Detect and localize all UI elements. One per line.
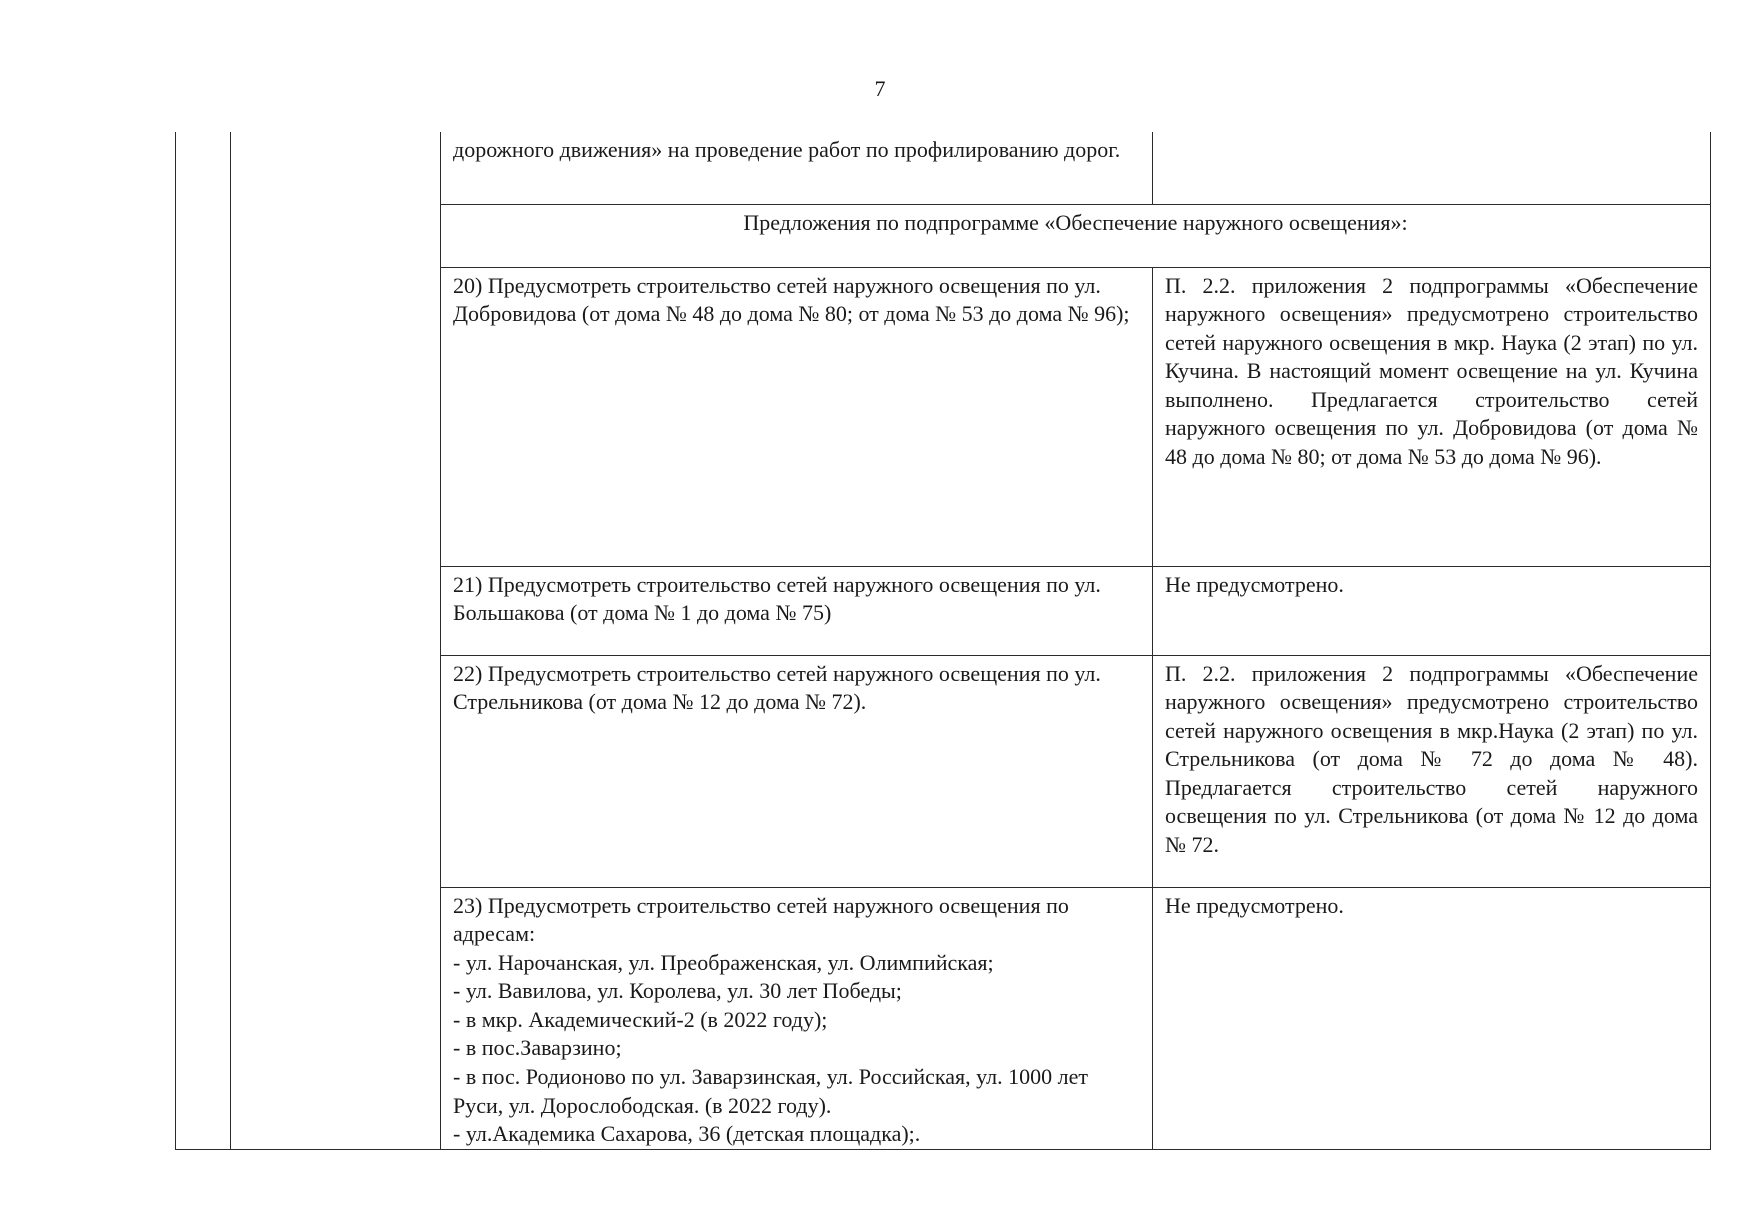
proposal-line: - в пос. Родионово по ул. Заварзинская, ул. Российская, ул. 1000 лет Руси, ул. Дорослободская. (в 2022 году). [453,1064,1088,1118]
page-number: 7 [874,76,886,101]
proposal-line: - в пос.Заварзино; [453,1035,622,1061]
proposal-cell [441,887,1153,1149]
response-cell: Не предусмотрено. [1153,887,1711,1149]
proposal-line: - ул. Нарочанская, ул. Преображенская, ул. Олимпийская; [453,949,994,975]
proposals-table [175,132,1711,1150]
proposal-line: - ул. Вавилова, ул. Королева, ул. 30 лет Победы; [453,978,902,1004]
response-cell: П. 2.2. приложения 2 подпрограммы «Обеспечение наружного освещения» предусмотрено строительство сетей наружного освещения в мкр.Наука (2 этап) по ул. Стрельникова (от дома № 72 до дома № 48). Предлагается строительство сетей наружного освещения по ул. Стрельникова (от дома № 12 до дома № 72. [1153,655,1711,887]
proposal-line: - в мкр. Академический-2 (в 2022 году); [453,1006,828,1032]
table-row [176,132,1711,204]
proposal-line: 23) Предусмотреть строительство сетей наружного освещения по адресам: [453,892,1069,947]
response-cell: Не предусмотрено. [1153,566,1711,655]
proposal-cell: 21) Предусмотреть строительство сетей наружного освещения по ул. Большакова (от дома № 1 до дома № 75) [441,566,1153,655]
number-column [176,132,231,1149]
response-cell: П. 2.2. приложения 2 подпрограммы «Обеспечение наружного освещения» предусмотрено строительство сетей наружного освещения в мкр. Наука (2 этап) по ул. Кучина. В настоящий момент освещение на ул. Кучина выполнено. Предлагается строительство сетей наружного освещения по ул. Добровидова (от дома № 48 до дома № 80; от дома № 53 до дома № 96). [1153,267,1711,566]
proposal-cell: 22) Предусмотреть строительство сетей наружного освещения по ул. Стрельникова (от дома № 12 до дома № 72). [441,655,1153,887]
category-column [231,132,441,1149]
proposal-cell: 20) Предусмотреть строительство сетей наружного освещения по ул. Добровидова (от дома № 48 до дома № 80; от дома № 53 до дома № 96); [441,267,1153,566]
section-heading: Предложения по подпрограмме «Обеспечение наружного освещения»: [441,204,1711,267]
proposal-cell: дорожного движения» на проведение работ по профилированию дорог. [441,132,1153,204]
response-cell [1153,132,1711,204]
proposal-line: - ул.Академика Сахарова, 36 (детская площадка);. [453,1121,921,1147]
